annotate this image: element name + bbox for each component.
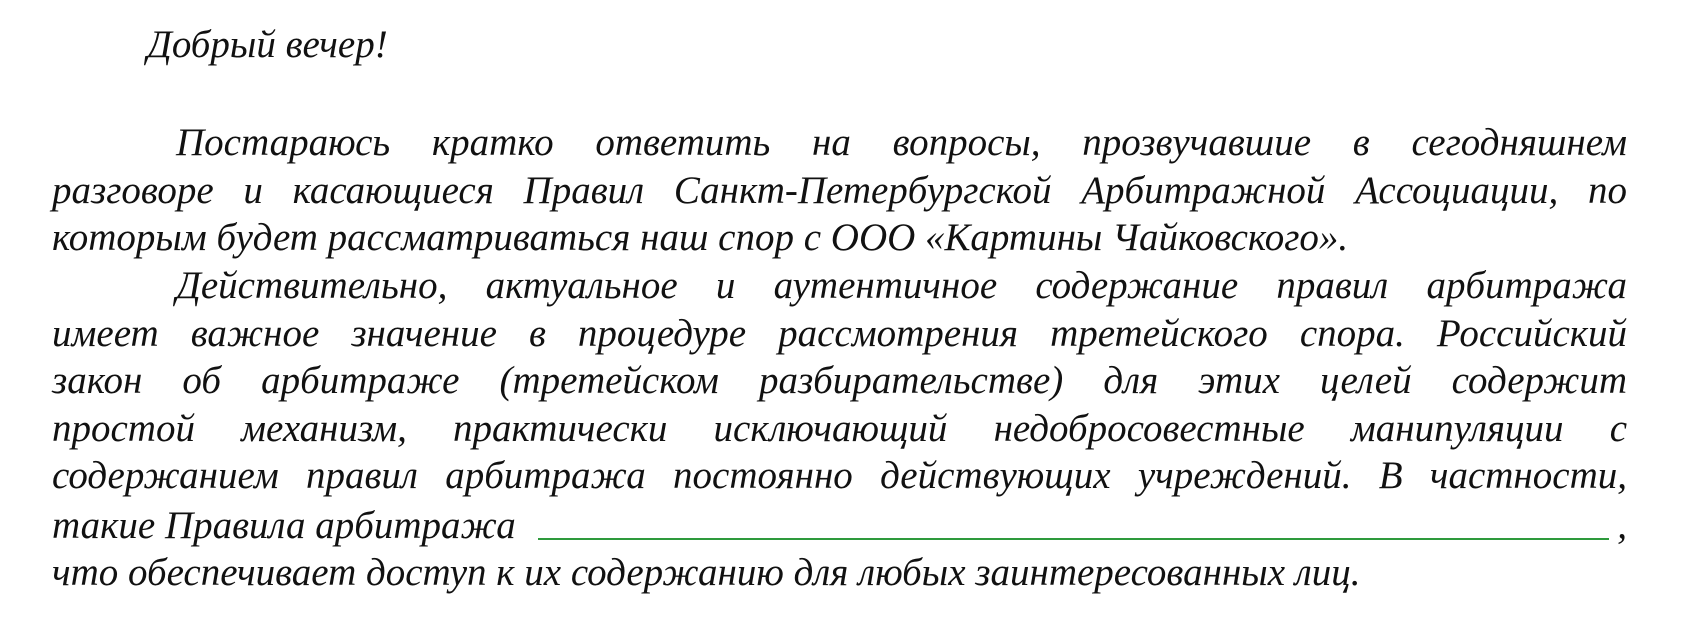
- paragraph-2-line-1: Действительно, актуальное и аутентичное содержание правил арбитража: [176, 264, 1627, 307]
- paragraph-2: [52, 262, 1627, 597]
- paragraph-1-line-1: Постараюсь кратко ответить на вопросы, прозвучавшие в сегодняшнем: [176, 121, 1627, 164]
- fill-in-blank-field[interactable]: [538, 502, 1609, 540]
- greeting-text: Добрый вечер!: [147, 23, 388, 66]
- paragraph-2-final-line: что обеспечивает доступ к их содержанию для любых заинтересованных лиц.: [52, 551, 1361, 594]
- paragraph-2-line-2: имеет важное значение в процедуре рассмотрения третейского спора. Российский: [52, 311, 1627, 355]
- document-page: [52, 0, 1627, 620]
- fill-in-line: [52, 500, 1627, 550]
- paragraph-1-line-3: которым будет рассматриваться наш спор с ООО «Картины Чайковского».: [52, 216, 1349, 259]
- fill-in-suffix: ,: [1617, 503, 1627, 547]
- paragraph-2-line-4: простой механизм, практически исключающий недобросовестные манипуляции с: [52, 406, 1627, 450]
- paragraph-1: [52, 119, 1627, 262]
- paragraph-2-line-5: содержанием правил арбитража постоянно действующих учреждений. В частности,: [52, 454, 1627, 497]
- fill-in-prefix: такие Правила арбитража: [52, 503, 516, 547]
- paragraph-1-line-2: разговоре и касающиеся Правил Санкт-Петербургской Арбитражной Ассоциации, по: [52, 168, 1627, 212]
- paragraph-2-line-3: закон об арбитраже (третейском разбирательстве) для этих целей содержит: [52, 359, 1627, 402]
